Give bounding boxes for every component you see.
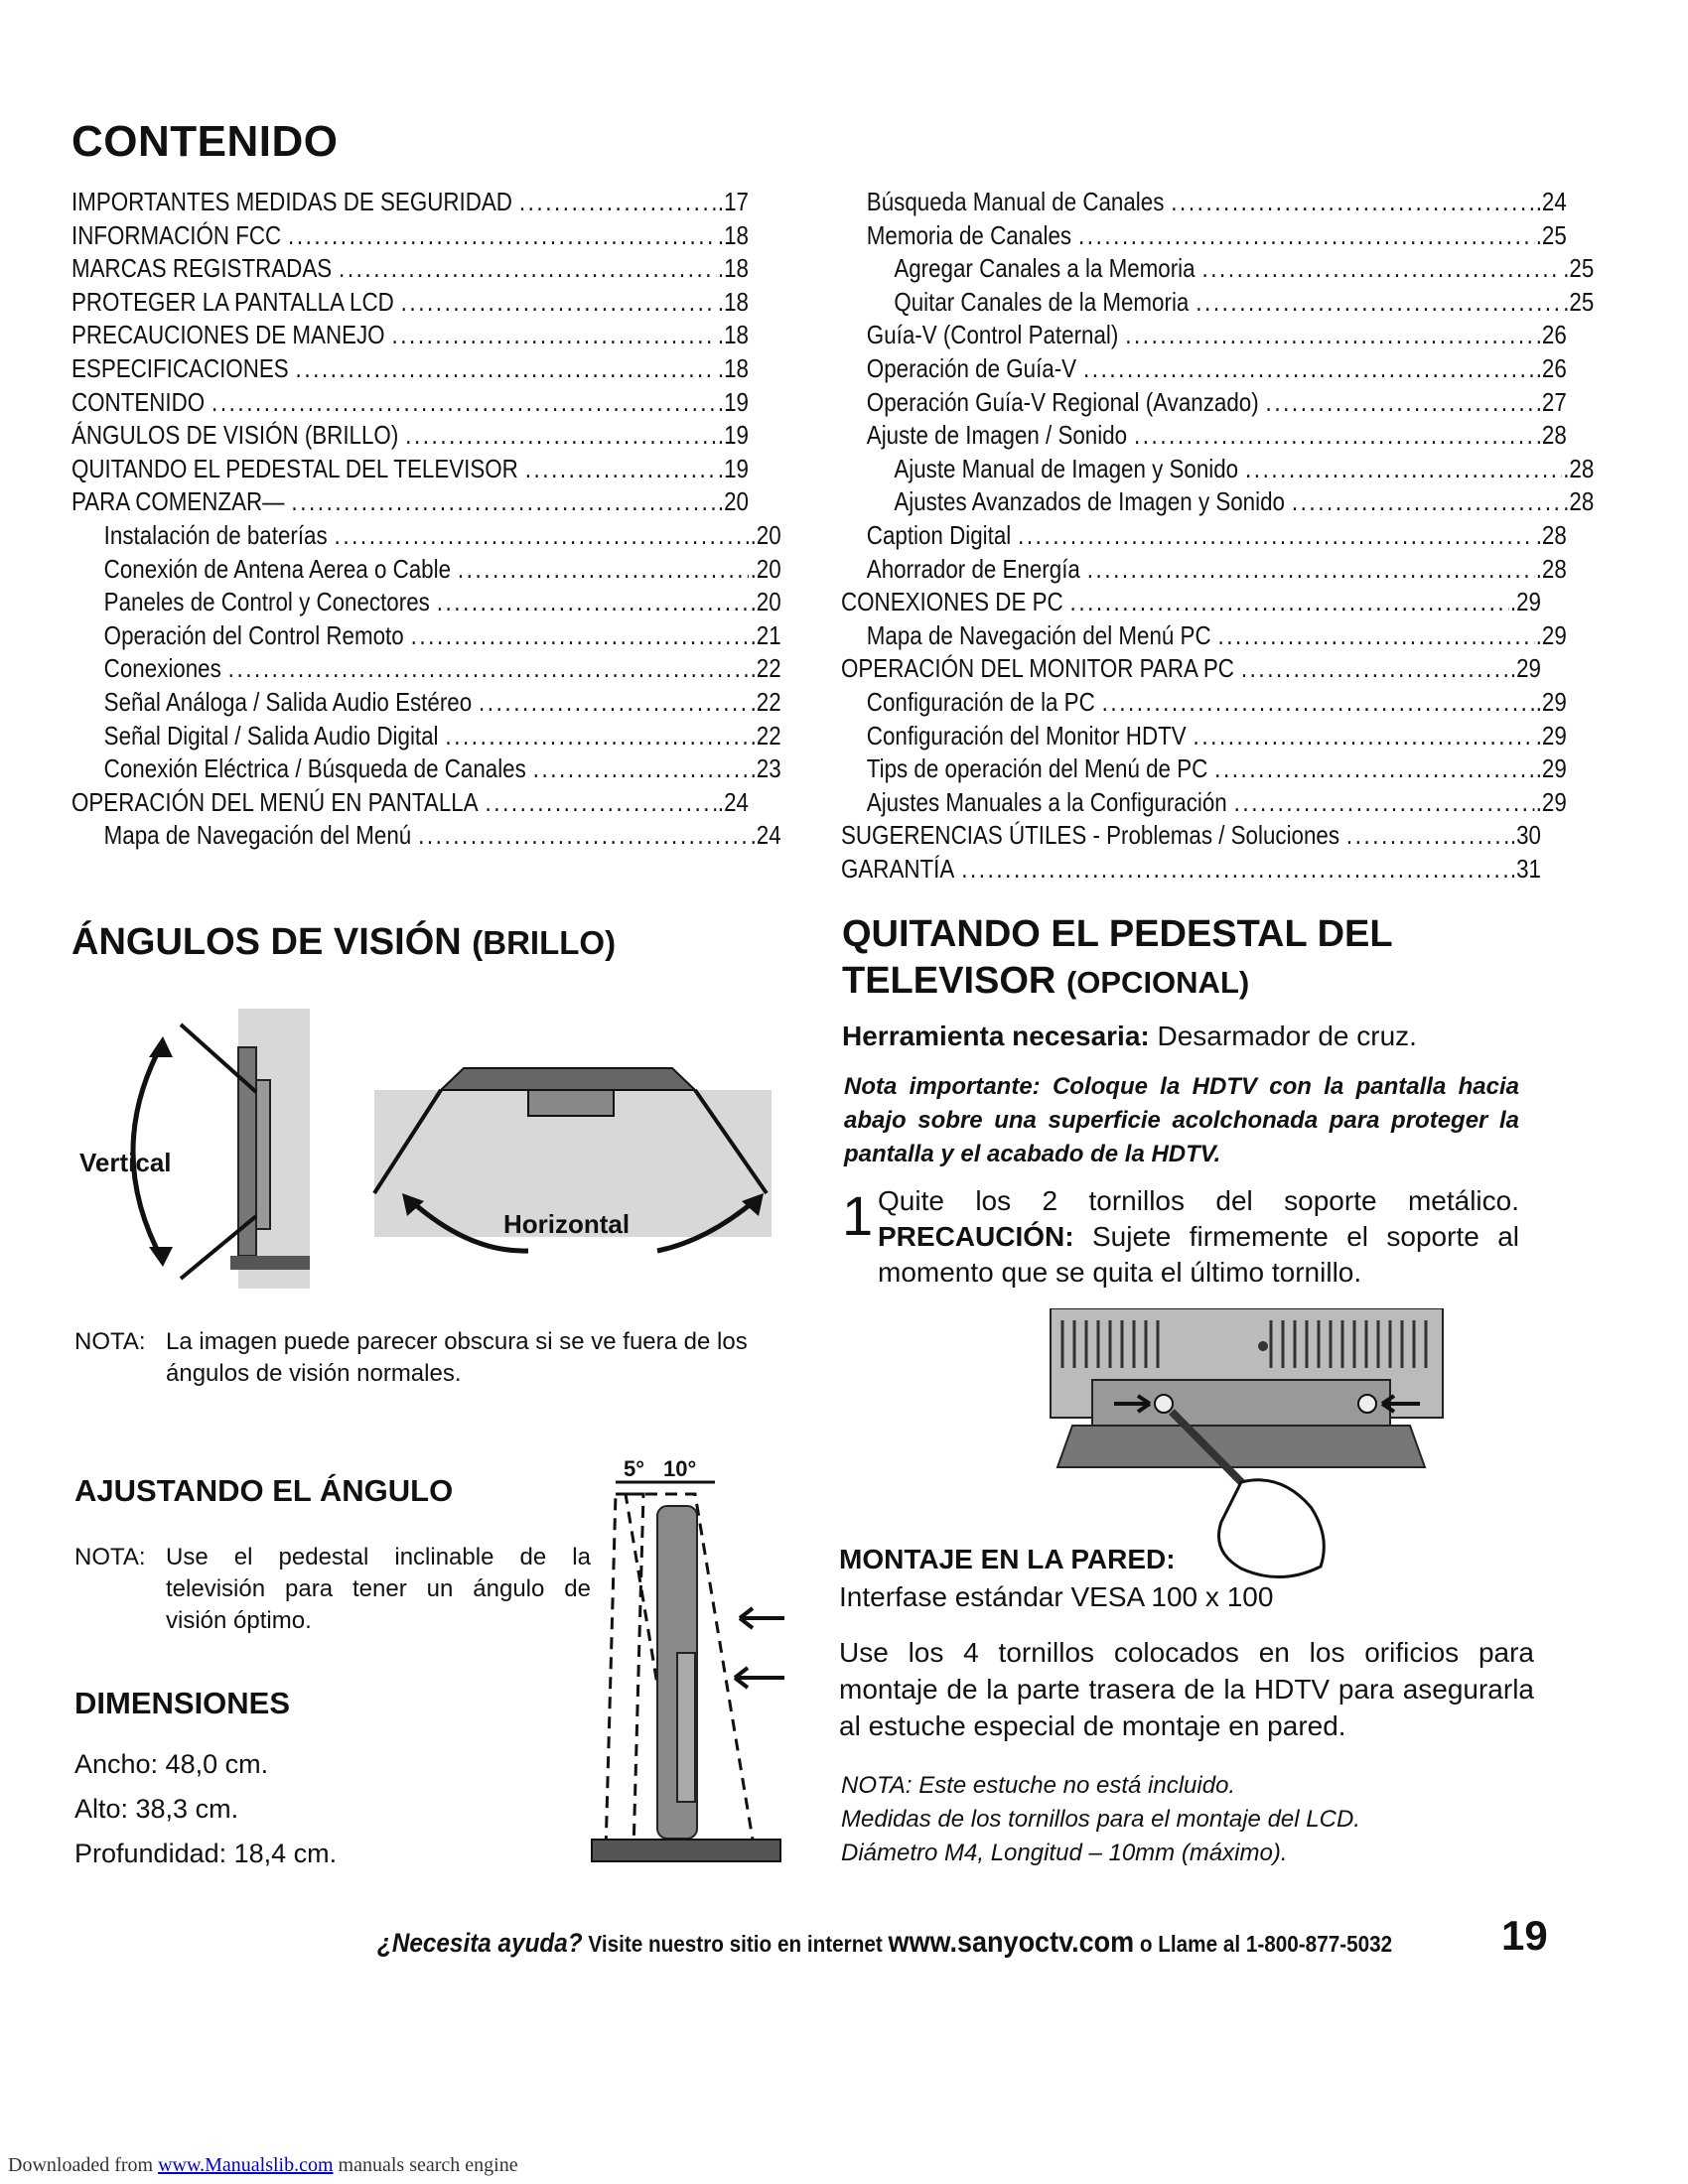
toc-entry[interactable] (841, 720, 1567, 753)
toc-entry-page: .26 (1535, 320, 1567, 350)
toc-entry[interactable] (71, 519, 781, 553)
toc-entry[interactable] (71, 819, 781, 853)
toc-entry-page: .29 (1535, 786, 1567, 817)
toc-entry-page: .26 (1535, 352, 1567, 383)
toc-entry-label: Ahorrador de Energía (866, 553, 1080, 584)
vertical-label: Vertical (79, 1148, 172, 1177)
toc-entry-label: PARA COMENZAR— (71, 486, 285, 517)
toc-entry[interactable] (71, 453, 749, 486)
toc-leader-dots (418, 819, 749, 853)
toc-entry[interactable] (71, 752, 781, 786)
arrow-head-bottom (149, 1247, 173, 1267)
page-number: 19 (1501, 1912, 1548, 1959)
toc-leader-dots (485, 786, 716, 820)
toc-leader-dots (445, 720, 748, 753)
toc-entry[interactable] (71, 419, 749, 453)
tv-side-buttons (677, 1653, 695, 1802)
tilt-outline-forward (606, 1494, 643, 1851)
toc-entry-label: Instalación de baterías (103, 519, 328, 550)
toc-leader-dots (391, 319, 716, 352)
toc-entry-label: IMPORTANTES MEDIDAS DE SEGURIDAD (71, 187, 512, 216)
toc-entry-label: Memoria de Canales (866, 219, 1072, 250)
toc-leader-dots (519, 186, 716, 219)
toc-entry-page: .18 (717, 253, 749, 284)
toc-entry[interactable] (71, 219, 749, 253)
dimension-width: Ancho: 48,0 cm. (74, 1749, 269, 1779)
toc-entry-page: .28 (1535, 420, 1567, 451)
dimensions-title: DIMENSIONES (74, 1686, 291, 1720)
toc-entry[interactable] (841, 319, 1567, 352)
toc-entry-label: Conexión de Antena Aerea o Cable (103, 553, 452, 584)
toc-entry-label: Búsqueda Manual de Canales (866, 187, 1165, 216)
toc-entry[interactable] (841, 519, 1567, 553)
toc-entry-page: .29 (1535, 753, 1567, 784)
toc-entry[interactable] (841, 386, 1567, 420)
toc-entry-page: .19 (717, 386, 749, 417)
tv-stand-base (230, 1256, 310, 1270)
center-hole (1258, 1341, 1268, 1351)
tilt-stand-base (592, 1840, 780, 1861)
toc-entry-page: .22 (750, 720, 781, 751)
toc-entry[interactable] (71, 319, 749, 352)
toc-leader-dots (411, 619, 749, 653)
toc-entry[interactable] (841, 652, 1541, 686)
toc-entry-label: OPERACIÓN DEL MENÚ EN PANTALLA (71, 786, 479, 817)
toc-entry[interactable] (841, 553, 1567, 587)
toc-entry-label: Mapa de Navegación del Menú (103, 820, 412, 851)
toc-entry-page: .28 (1563, 486, 1595, 517)
toc-leader-dots (1102, 686, 1534, 720)
manualslib-link[interactable]: www.Manualslib.com (158, 2154, 334, 2176)
toc-leader-dots (1292, 485, 1562, 519)
toc-leader-dots (1070, 586, 1509, 619)
toc-entry-label: Señal Análoga / Salida Audio Estéreo (103, 686, 473, 717)
toc-entry-page: .24 (1535, 187, 1567, 216)
toc-entry-page: .25 (1563, 253, 1595, 284)
toc-leader-dots (525, 453, 716, 486)
hand (1219, 1480, 1325, 1577)
adjust-section-title: AJUSTANDO EL ÁNGULO (74, 1473, 454, 1508)
arrow-head-top (149, 1036, 173, 1057)
toc-entry-label: Mapa de Navegación del Menú PC (866, 619, 1211, 650)
tilt-back-label: 10° (663, 1456, 697, 1481)
toc-leader-dots (1266, 386, 1534, 420)
toc-entry[interactable] (841, 252, 1594, 286)
toc-entry[interactable] (841, 686, 1567, 720)
toc-entry-label: SUGERENCIAS ÚTILES - Problemas / Soluciones (841, 820, 1340, 851)
toc-entry[interactable] (841, 286, 1594, 320)
dimension-height: Alto: 38,3 cm. (74, 1794, 239, 1824)
toc-entry-label: Paneles de Control y Conectores (103, 587, 430, 617)
toc-entry-page: .17 (717, 187, 749, 216)
step-1-text: Quite los 2 tornillos del soporte metálico. PRECAUCIÓN: Sujete firmemente el soporte al momento que se quita el último tornillo. (878, 1185, 1519, 1288)
toc-entry-page: .24 (717, 786, 749, 817)
toc-entry[interactable] (71, 720, 781, 753)
toc-leader-dots (1018, 519, 1534, 553)
toc-leader-dots (1245, 453, 1561, 486)
toc-entry[interactable] (71, 286, 749, 320)
toc-entry-label: Configuración del Monitor HDTV (866, 720, 1187, 751)
toc-entry-label: Caption Digital (866, 519, 1012, 550)
toc-leader-dots (291, 485, 716, 519)
tilt-diagram (586, 1454, 804, 1871)
toc-entry-page: .28 (1535, 553, 1567, 584)
tv-top-view (441, 1068, 695, 1090)
toc-entry-page: .29 (1535, 619, 1567, 650)
tilt-forward-label: 5° (624, 1456, 645, 1481)
download-banner: Downloaded from www.Manualslib.com manuals search engine (8, 2154, 518, 2176)
tv-stand-top (528, 1090, 614, 1116)
toc-entry-label: Operación de Guía-V (866, 352, 1077, 383)
dimensions-list (74, 1742, 337, 1876)
toc-entry-page: .20 (717, 486, 749, 517)
toc-leader-dots (211, 386, 716, 420)
toc-entry-page: .25 (1535, 219, 1567, 250)
toc-entry-label: Configuración de la PC (866, 686, 1095, 717)
toc-leader-dots (1214, 752, 1534, 786)
toc-leader-dots (533, 752, 749, 786)
wall-mount-instructions: Use los 4 tornillos colocados en los orificios para montaje de la parte trasera de la HDTV para asegurarla al estuche especial de montaje en pared. (839, 1637, 1534, 1741)
toc-left-column (71, 186, 781, 853)
toc-entry-label: CONEXIONES DE PC (841, 587, 1063, 617)
help-footer: ¿Necesita ayuda? Visite nuestro sitio en internet www.sanyoctv.com o Llame al 1-800-877-5032 (377, 1926, 1393, 1959)
toc-leader-dots (479, 686, 749, 720)
toc-entry[interactable] (71, 252, 749, 286)
toc-entry-page: .29 (1509, 653, 1541, 684)
toc-entry-page: .20 (750, 587, 781, 617)
toc-entry-label: INFORMACIÓN FCC (71, 219, 282, 250)
toc-entry-page: .25 (1563, 286, 1595, 317)
tool-required: Herramienta necesaria: Desarmador de cruz. (842, 1021, 1417, 1051)
toc-leader-dots (1196, 286, 1561, 320)
toc-leader-dots (405, 419, 716, 453)
toc-leader-dots (1078, 219, 1534, 253)
toc-entry-page: .19 (717, 453, 749, 483)
toc-entry-label: GARANTÍA (841, 853, 955, 884)
toc-entry[interactable] (71, 186, 749, 219)
toc-entry-page: .23 (750, 753, 781, 784)
angles-section-title: ÁNGULOS DE VISIÓN (BRILLO) (71, 921, 617, 963)
toc-leader-dots (1125, 319, 1534, 352)
toc-entry-page: .29 (1509, 587, 1541, 617)
toc-entry-label: MARCAS REGISTRADAS (71, 253, 333, 284)
angles-note: NOTA: La imagen puede parecer obscura si se ve fuera de los ángulos de visión normales. (74, 1328, 748, 1387)
toc-leader-dots (1234, 786, 1534, 820)
arrow-lower (735, 1668, 784, 1688)
page-title: CONTENIDO (71, 117, 339, 166)
toc-entry[interactable] (71, 586, 781, 619)
screw-left (1155, 1395, 1173, 1413)
toc-entry-label: Ajustes Avanzados de Imagen y Sonido (894, 486, 1285, 517)
toc-entry[interactable] (841, 586, 1541, 619)
adjust-note: NOTA: Use el pedestal inclinable de la televisión para tener un ángulo de visión óptimo. (74, 1544, 591, 1634)
toc-entry-page: .22 (750, 653, 781, 684)
toc-entry-page: .30 (1509, 820, 1541, 851)
toc-entry-label: Operación Guía-V Regional (Avanzado) (866, 386, 1259, 417)
toc-leader-dots (288, 219, 716, 253)
toc-entry-label: QUITANDO EL PEDESTAL DEL TELEVISOR (71, 453, 518, 483)
toc-entry-page: .24 (750, 820, 781, 851)
toc-entry-label: PROTEGER LA PANTALLA LCD (71, 286, 394, 317)
toc-entry[interactable] (71, 553, 781, 587)
toc-entry[interactable] (841, 453, 1594, 486)
toc-entry-page: .18 (717, 320, 749, 350)
toc-entry[interactable] (71, 652, 781, 686)
arrow-upper (740, 1608, 784, 1628)
toc-leader-dots (1087, 553, 1534, 587)
toc-leader-dots (1201, 252, 1561, 286)
toc-leader-dots (1083, 352, 1534, 386)
stand-neck (1057, 1426, 1425, 1467)
toc-entry-page: .22 (750, 686, 781, 717)
toc-leader-dots (1171, 186, 1534, 219)
toc-leader-dots (339, 252, 716, 286)
toc-entry-label: Quitar Canales de la Memoria (894, 286, 1190, 317)
toc-entry[interactable] (71, 619, 781, 653)
toc-entry-label: Ajustes Manuales a la Configuración (866, 786, 1227, 817)
toc-entry[interactable] (71, 686, 781, 720)
tv-side-controls (256, 1080, 270, 1229)
website-link[interactable]: www.sanyoctv.com (888, 1926, 1135, 1959)
step-1-number: 1 (842, 1184, 874, 1247)
stand-section-title: QUITANDO EL PEDESTAL DEL TELEVISOR (OPCIONAL) (842, 913, 1393, 1002)
toc-entry-label: PRECAUCIONES DE MANEJO (71, 320, 385, 350)
toc-entry[interactable] (841, 419, 1567, 453)
toc-entry-page: .18 (717, 286, 749, 317)
toc-entry[interactable] (841, 219, 1567, 253)
toc-entry[interactable] (71, 786, 749, 820)
toc-right-column (841, 186, 1595, 886)
toc-leader-dots (228, 652, 749, 686)
toc-entry-label: CONTENIDO (71, 386, 206, 417)
toc-entry-page: .18 (717, 219, 749, 250)
toc-leader-dots (401, 286, 717, 320)
toc-entry[interactable] (71, 352, 749, 386)
vesa-interface: Interfase estándar VESA 100 x 100 (839, 1581, 1274, 1612)
toc-entry-page: .20 (750, 519, 781, 550)
toc-leader-dots (437, 586, 749, 619)
toc-entry-page: .29 (1535, 686, 1567, 717)
toc-entry-page: .19 (717, 420, 749, 451)
toc-entry[interactable] (841, 853, 1541, 887)
toc-leader-dots (1217, 619, 1534, 653)
viewing-angle-diagram (71, 1003, 786, 1300)
toc-entry-page: .28 (1563, 453, 1595, 483)
toc-entry-page: .31 (1509, 853, 1541, 884)
toc-leader-dots (335, 519, 749, 553)
toc-entry-label: ESPECIFICACIONES (71, 352, 289, 383)
toc-entry-page: .20 (750, 553, 781, 584)
toc-leader-dots (1346, 819, 1508, 853)
toc-entry[interactable] (841, 485, 1594, 519)
toc-entry-label: Tips de operación del Menú de PC (866, 753, 1208, 784)
toc-entry-label: Ajuste de Imagen / Sonido (866, 420, 1128, 451)
toc-entry-page: .29 (1535, 720, 1567, 751)
toc-entry-label: Operación del Control Remoto (103, 619, 404, 650)
toc-leader-dots (296, 352, 717, 386)
toc-entry[interactable] (841, 752, 1567, 786)
dimension-depth: Profundidad: 18,4 cm. (74, 1839, 338, 1868)
toc-entry-page: .27 (1535, 386, 1567, 417)
toc-entry-label: Señal Digital / Salida Audio Digital (103, 720, 439, 751)
toc-leader-dots (1194, 720, 1534, 753)
toc-leader-dots (1241, 652, 1508, 686)
toc-entry[interactable] (841, 186, 1567, 219)
toc-entry-label: Agregar Canales a la Memoria (894, 253, 1196, 284)
toc-entry[interactable] (841, 619, 1567, 653)
toc-entry[interactable] (841, 786, 1567, 820)
toc-leader-dots (458, 553, 749, 587)
wall-mount-title: MONTAJE EN LA PARED: (839, 1544, 1176, 1574)
toc-leader-dots (961, 853, 1508, 887)
toc-entry[interactable] (841, 819, 1541, 853)
screw-right (1358, 1395, 1376, 1413)
toc-entry-label: Guía-V (Control Paternal) (866, 320, 1119, 350)
toc-entry-label: Ajuste Manual de Imagen y Sonido (894, 453, 1239, 483)
important-note: Nota importante: Coloque la HDTV con la pantalla hacia abajo sobre una superficie acolchonada para proteger la pantalla y el acabado de la HDTV. (844, 1073, 1519, 1167)
toc-entry[interactable] (71, 386, 749, 420)
toc-entry-label: Conexión Eléctrica / Búsqueda de Canales (103, 753, 526, 784)
wall-mount-note: NOTA: Este estuche no está incluido. Medidas de los tornillos para el montaje del LCD. Diámetro M4, Longitud – 10mm (máximo). (841, 1772, 1360, 1866)
toc-entry-label: Conexiones (103, 653, 221, 684)
toc-leader-dots (1134, 419, 1534, 453)
toc-entry-page: .21 (750, 619, 781, 650)
toc-entry[interactable] (71, 485, 749, 519)
toc-entry-label: ÁNGULOS DE VISIÓN (BRILLO) (71, 420, 399, 451)
horizontal-label: Horizontal (503, 1209, 631, 1239)
toc-entry-page: .18 (717, 352, 749, 383)
toc-entry[interactable] (841, 352, 1567, 386)
toc-entry-page: .28 (1535, 519, 1567, 550)
toc-entry-label: OPERACIÓN DEL MONITOR PARA PC (841, 653, 1234, 684)
